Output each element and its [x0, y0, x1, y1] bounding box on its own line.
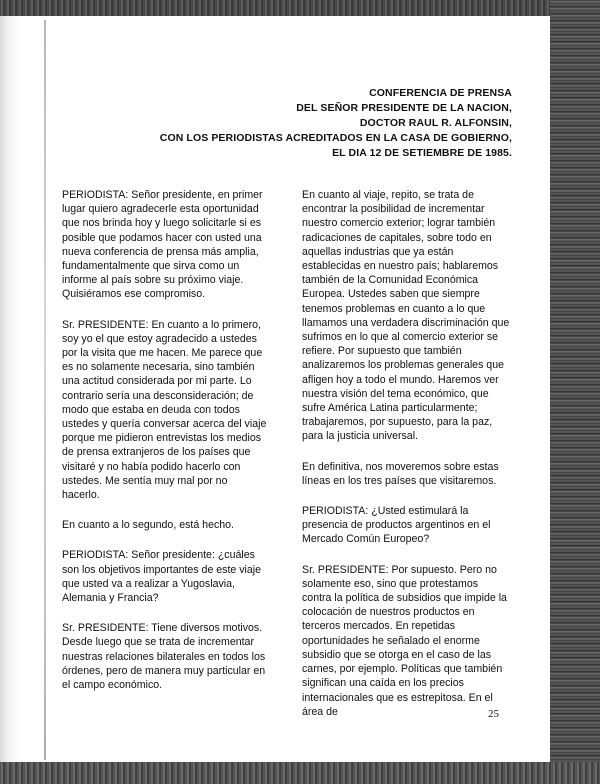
- paragraph: PERIODISTA: ¿Usted estimulará la presencia de productos argentinos en el Mercado Común Europeo?: [302, 505, 491, 546]
- paragraph: Sr. PRESIDENTE: En cuanto a lo primero, soy yo el que estoy agradecido a ustedes por la visita que me hacen. Me parece que es no solamente necesaria, sino también una actitud considerada por mi parte. Lo contrario sería una desconsideración; de modo que estaba en deuda con todos ustedes y quería conversar acerca del viaje porque me pidieron entrevistas los medios de prensa extranjeros de los países que visitaré y no había podido hacerlo con ustedes. Me sentía muy mal por no hacerlo.: [62, 318, 267, 502]
- paragraph: En cuanto al viaje, repito, se trata de encontrar la posibilidad de incrementar nuestro comercio exterior; lograr también radicaciones de capitales, sobre todo en aquellas industrias que ya están establecidas en nuestro país; hablaremos también de la Comunidad Económica Europea. Ustedes saben que siempre tenemos problemas en cuanto a lo que llamamos una verdadera discriminación que sufrimos en lo que al comercio exterior se refiere. Por supuesto que también analizaremos los problemas generales que afligen hoy a todo el mundo. Haremos ver nuestra visión del tema económico, que sufre América Latina particularmente; trabajaremos, por supuesto, para la paz, para la justicia universal.: [302, 189, 510, 443]
- paragraph: PERIODISTA: Señor presidente: ¿cuáles son los objetivos importantes de este viaje que usted va a realizar a Yugoslavia, Alemania y Francia?: [62, 549, 262, 605]
- paragraph: En definitiva, nos moveremos sobre estas líneas en los tres países que visitaremos.: [302, 460, 499, 487]
- right-column: [302, 188, 510, 735]
- scan-right-edge: [550, 0, 600, 784]
- left-column: [62, 188, 268, 708]
- header-line: DEL SEÑOR PRESIDENTE DE LA NACION,: [296, 102, 512, 114]
- book-spine-shadow: [44, 20, 46, 760]
- paragraph: Sr. PRESIDENTE: Por supuesto. Pero no solamente eso, sino que protestamos contra la política de subsidios que impide la colocación de nuestros productos en terceros mercados. En repetidas oportunidades he señalado el enorme subsidio que se otorga en el caso de las carnes, por ejemplo. Políticas que también significan una caída en los precios internacionales que es estrepitosa. En el área de: [302, 563, 507, 718]
- paragraph: En cuanto a lo segundo, está hecho.: [62, 519, 234, 532]
- header-line: CONFERENCIA DE PRENSA: [369, 87, 512, 99]
- scan-left-margin: [0, 0, 42, 784]
- scan-bottom-edge: [0, 762, 600, 784]
- scan-top-edge: [0, 0, 600, 16]
- page-number: 25: [488, 708, 499, 720]
- paragraph: PERIODISTA: Señor presidente, en primer lugar quiero agradecerle esta oportunidad que nos brinda hoy y luego solicitarle si es posible que podamos hacer con usted una nueva conferencia de prensa más amplia, fundamentalmente que sirva como un informe al país sobre su próximo viaje. Quisiéramos ese compromiso.: [62, 189, 263, 301]
- document-header: [160, 86, 512, 161]
- header-line: EL DIA 12 DE SETIEMBRE DE 1985.: [332, 147, 512, 159]
- paragraph: Sr. PRESIDENTE: Tiene diversos motivos. Desde luego que se trata de incrementar nuestras relaciones bilaterales en todos los órdenes, pero de manera muy particular en el campo económico.: [62, 622, 266, 692]
- header-line: DOCTOR RAUL R. ALFONSIN,: [359, 117, 512, 129]
- header-line: CON LOS PERIODISTAS ACREDITADOS EN LA CASA DE GOBIERNO,: [159, 132, 512, 144]
